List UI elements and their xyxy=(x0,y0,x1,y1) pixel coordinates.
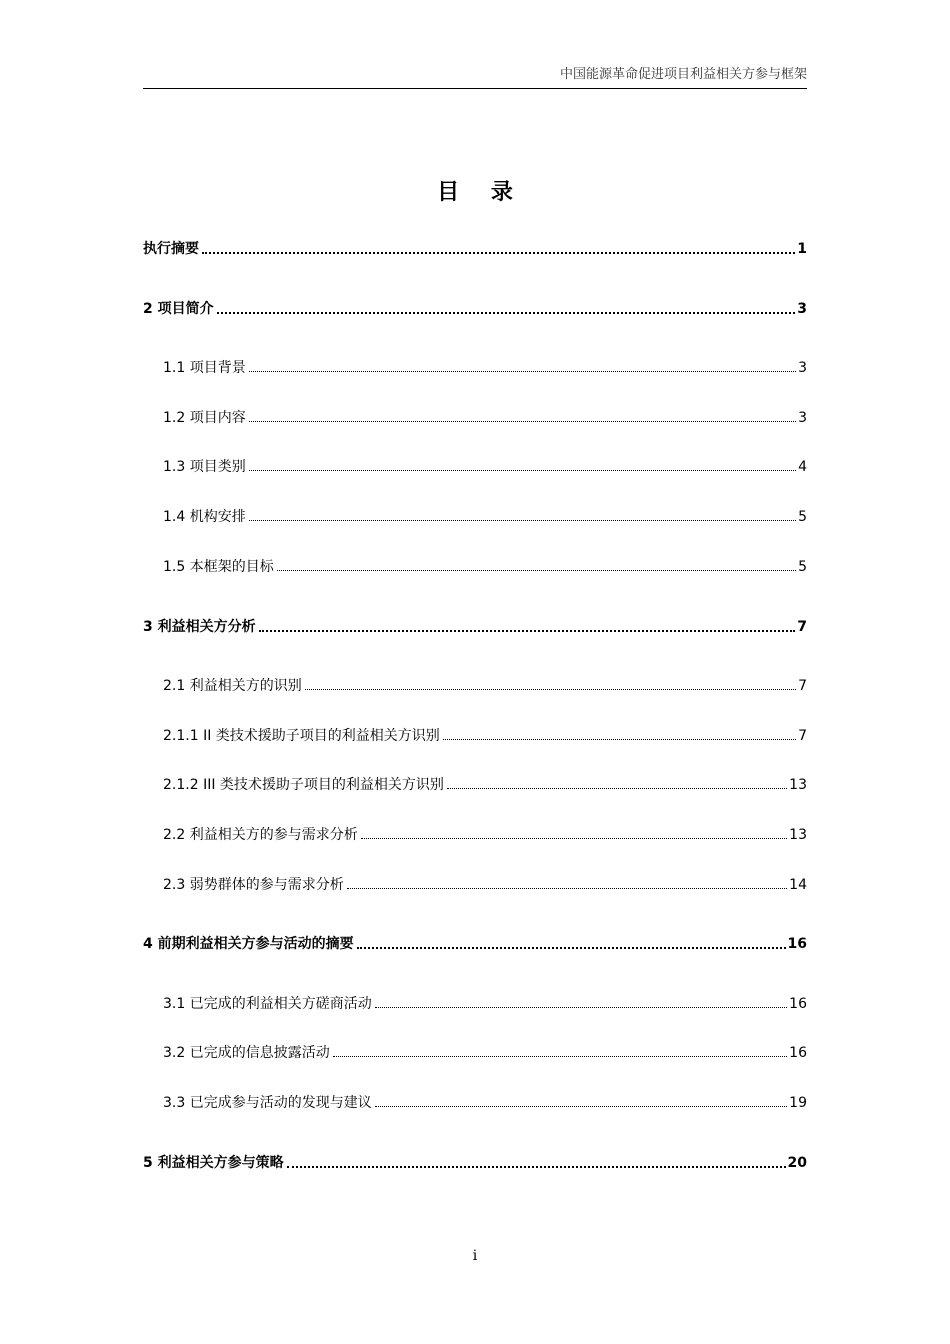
toc-entry-page: 16 xyxy=(789,1045,807,1061)
page-number: i xyxy=(472,1248,478,1264)
toc-entry-page: 20 xyxy=(787,1155,807,1171)
toc-entry[interactable] xyxy=(163,994,807,1014)
toc-entry-page: 7 xyxy=(798,678,807,694)
toc-dot-leader xyxy=(375,1007,787,1008)
toc-entry-label: 2.1.2 III 类技术援助子项目的利益相关方识别 xyxy=(163,777,444,793)
toc-entry-label: 3.3 已完成参与活动的发现与建议 xyxy=(163,1095,372,1111)
toc-entry-label: 1.2 项目内容 xyxy=(163,410,246,426)
toc-entry-label: 3 利益相关方分析 xyxy=(143,619,256,635)
toc-dot-leader xyxy=(447,788,787,789)
toc-dot-leader xyxy=(305,689,796,690)
toc-dot-leader xyxy=(357,947,786,949)
toc-entry-label: 3.1 已完成的利益相关方磋商活动 xyxy=(163,996,372,1012)
toc-entry-page: 4 xyxy=(798,459,807,475)
toc-entry-label: 2.2 利益相关方的参与需求分析 xyxy=(163,827,358,843)
toc-entry-page: 13 xyxy=(789,777,807,793)
toc-entry-label: 2.3 弱势群体的参与需求分析 xyxy=(163,877,344,893)
toc-entry[interactable] xyxy=(163,358,807,378)
toc-entry-page: 5 xyxy=(798,559,807,575)
toc-entry-label: 4 前期利益相关方参与活动的摘要 xyxy=(143,936,354,952)
toc-entry[interactable] xyxy=(163,507,807,527)
toc-entry[interactable] xyxy=(143,934,807,954)
toc-entry[interactable] xyxy=(163,825,807,845)
toc-dot-leader xyxy=(249,371,796,372)
toc-entry[interactable] xyxy=(143,617,807,637)
toc-entry[interactable] xyxy=(163,408,807,428)
toc-entry[interactable] xyxy=(163,1043,807,1063)
toc-dot-leader xyxy=(375,1106,787,1107)
toc-dot-leader xyxy=(249,421,796,422)
toc-entry-label: 1.4 机构安排 xyxy=(163,509,246,525)
toc-entry[interactable] xyxy=(163,775,807,795)
toc-entry[interactable] xyxy=(163,875,807,895)
toc-entry-page: 7 xyxy=(797,619,807,635)
toc-entry-page: 19 xyxy=(789,1095,807,1111)
toc-entry-label: 1.5 本框架的目标 xyxy=(163,559,274,575)
toc-entry-label: 1.1 项目背景 xyxy=(163,360,246,376)
toc-dot-leader xyxy=(361,838,787,839)
toc-dot-leader xyxy=(259,630,796,632)
toc-entry-page: 14 xyxy=(789,877,807,893)
toc-entry-label: 2.1 利益相关方的识别 xyxy=(163,678,302,694)
toc-entry-label: 5 利益相关方参与策略 xyxy=(143,1155,284,1171)
toc-entry-page: 5 xyxy=(798,509,807,525)
toc-entry-label: 2.1.1 II 类技术援助子项目的利益相关方识别 xyxy=(163,728,440,744)
toc-title: 目 录 xyxy=(437,179,525,205)
toc-dot-leader xyxy=(443,739,796,740)
toc-entry[interactable] xyxy=(163,1093,807,1113)
toc-dot-leader xyxy=(333,1056,787,1057)
toc-entry[interactable] xyxy=(163,557,807,577)
toc-dot-leader xyxy=(287,1166,786,1168)
toc-entry-page: 13 xyxy=(789,827,807,843)
toc-dot-leader xyxy=(217,312,796,314)
toc-entry[interactable] xyxy=(143,299,807,319)
toc-entry[interactable] xyxy=(163,726,807,746)
toc-entry-page: 3 xyxy=(798,410,807,426)
toc-entry[interactable] xyxy=(163,457,807,477)
toc-dot-leader xyxy=(202,252,795,254)
toc-entry-label: 执行摘要 xyxy=(143,241,199,257)
toc-entry[interactable] xyxy=(143,1153,807,1173)
toc-entry[interactable] xyxy=(163,676,807,696)
toc-entry-label: 2 项目简介 xyxy=(143,301,214,317)
toc-dot-leader xyxy=(347,888,787,889)
toc-entry-page: 16 xyxy=(789,996,807,1012)
toc-dot-leader xyxy=(249,520,796,521)
toc-entry-page: 16 xyxy=(787,936,807,952)
toc-dot-leader xyxy=(277,570,796,571)
toc-entry-label: 1.3 项目类别 xyxy=(163,459,246,475)
toc-entry[interactable] xyxy=(143,239,807,259)
toc-entry-page: 3 xyxy=(798,360,807,376)
toc-entry-page: 1 xyxy=(797,241,807,257)
toc-entry-page: 7 xyxy=(798,728,807,744)
toc-entry-label: 3.2 已完成的信息披露活动 xyxy=(163,1045,330,1061)
toc-dot-leader xyxy=(249,470,796,471)
running-header: 中国能源革命促进项目利益相关方参与框架 xyxy=(559,67,807,82)
toc-entry-page: 3 xyxy=(797,301,807,317)
